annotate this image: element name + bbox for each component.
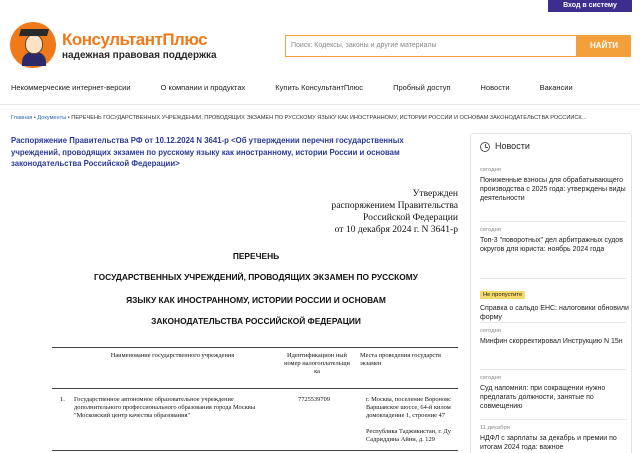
news-text[interactable]: Справка о сальдо ЕНС: налоговики обновили форму (480, 305, 629, 321)
clock-icon (480, 142, 490, 152)
nav-item-vacancies[interactable]: Вакансии (539, 83, 573, 92)
news-item[interactable] (480, 167, 630, 203)
news-title: Новости (495, 141, 530, 151)
login-button[interactable]: Вход в систему (548, 0, 632, 12)
nav-item-buy[interactable]: Купить КонсультантПлюс (275, 83, 364, 92)
logo-title: КонсультантПлюс (62, 30, 208, 49)
news-text[interactable]: НДФЛ с зарплаты за декабрь и премии по итогам 2024 года: важное (480, 435, 617, 451)
approved-line: Российской Федерации (363, 212, 458, 223)
approved-line: распоряжением Правительства (331, 200, 458, 211)
table-border (52, 388, 458, 389)
news-item[interactable] (480, 425, 630, 452)
document-title: Распоряжение Правительства РФ от 10.12.2024 N 3641-р <Об утверждении перечня государственных учреждений, проводящих экзамен по русскому языку как иностранному, истории России и основам законодательства Российской Федерации> (11, 136, 404, 168)
news-header (480, 141, 630, 155)
news-item[interactable] (480, 283, 630, 322)
news-date: сегодня (480, 227, 501, 233)
table-header-name: Наименование государственного учреждения (110, 352, 235, 359)
news-date: сегодня (480, 328, 501, 334)
document-heading: ЯЗЫКУ КАК ИНОСТРАННОМУ, ИСТОРИИ РОССИИ И ОСНОВАМ (126, 295, 386, 305)
breadcrumb-home[interactable]: Главная (11, 115, 33, 121)
logo-subtitle: надежная правовая поддержка (62, 50, 217, 61)
approved-line: от 10 декабря 2024 г. N 3641-р (334, 224, 458, 235)
nav-item-news[interactable]: Новости (480, 83, 510, 92)
table-header-place: Места проведения государств экзамен (360, 352, 442, 367)
news-text[interactable]: Топ-3 "поворотных" дел арбитражных судов округов для юриста: ноябрь 2024 года (480, 237, 623, 253)
table-border (52, 450, 458, 451)
news-panel (470, 133, 632, 453)
document-heading: ЗАКОНОДАТЕЛЬСТВА РОССИЙСКОЙ ФЕДЕРАЦИИ (151, 316, 361, 326)
nav-divider (0, 104, 640, 105)
news-text[interactable]: Пониженные взносы для обрабатывающего производства с 2025 года: утверждены виды деятельности (480, 177, 626, 202)
table-header-inn: Идентификацион ный номер налогоплательщи ка (284, 352, 350, 375)
nav-item-noncommercial[interactable]: Некоммерческие интернет-версии (11, 83, 131, 92)
news-item[interactable] (480, 375, 630, 411)
news-item[interactable] (480, 328, 630, 346)
approved-line: Утвержден (412, 188, 458, 199)
news-date: сегодня (480, 167, 501, 173)
main-nav (11, 83, 573, 95)
search-button[interactable]: НАЙТИ (577, 35, 631, 57)
search-input[interactable]: Поиск: Кодексы, законы и другие материалы (285, 35, 577, 57)
row-name: Государственное автономное образовательное учреждение дополнительного профессионального образования города Москвы "Московский центр качества образования" (74, 396, 256, 419)
news-text[interactable]: Минфин скорректировал Инструкцию N 15н (480, 338, 623, 345)
row-number: 1. (60, 396, 65, 403)
row-place: г. Москва, поселение Вороновс Варшавское шоссе, 64-й килом домовладение 1, строение 47 (366, 396, 451, 419)
nav-item-about[interactable]: О компании и продуктах (160, 83, 246, 92)
news-badge: Не пропустите (480, 291, 525, 299)
row-place-2: Республика Таджикистан, г. Ду Садриддина Айни, д. 129 (366, 428, 451, 443)
document-heading: ПЕРЕЧЕНЬ (232, 251, 280, 261)
document-heading: ГОСУДАРСТВЕННЫХ УЧРЕЖДЕНИЙ, ПРОВОДЯЩИХ ЭКЗАМЕН ПО РУССКОМУ (94, 272, 418, 282)
news-text[interactable]: Суд напомнил: при сокращении нужно предлагать должности, занятые по совмещению (480, 385, 606, 410)
news-date: 11 декабря (480, 425, 510, 431)
news-item[interactable] (480, 227, 630, 254)
breadcrumb-current: ПЕРЕЧЕНЬ ГОСУДАРСТВЕННЫХ УЧРЕЖДЕНИЙ, ПРОВОДЯЩИХ ЭКЗАМЕН ПО РУССКОМУ ЯЗЫКУ КАК ИНОСТРАННОМУ, ИСТОРИИ РОССИИ И ОСНОВАМ ЗАКОНОДАТЕЛЬСТВА РОССИЙСК... (71, 115, 587, 121)
nav-item-trial[interactable]: Пробный доступ (393, 83, 451, 92)
breadcrumb-documents[interactable]: Документы (37, 115, 67, 121)
row-inn: 7725539709 (298, 396, 330, 403)
table-border (52, 347, 458, 348)
breadcrumb: Главная • Документы • ПЕРЕЧЕНЬ ГОСУДАРСТВЕННЫХ УЧРЕЖДЕНИЙ, ПРОВОДЯЩИХ ЭКЗАМЕН ПО РУССКОМУ ЯЗЫКУ КАК ИНОСТРАННОМУ, ИСТОРИИ РОССИИ И ОСНОВАМ ЗАКОНОДАТЕЛЬСТВА РОССИЙСК... (11, 115, 587, 121)
news-date: сегодня (480, 375, 501, 381)
logo[interactable] (10, 20, 220, 70)
